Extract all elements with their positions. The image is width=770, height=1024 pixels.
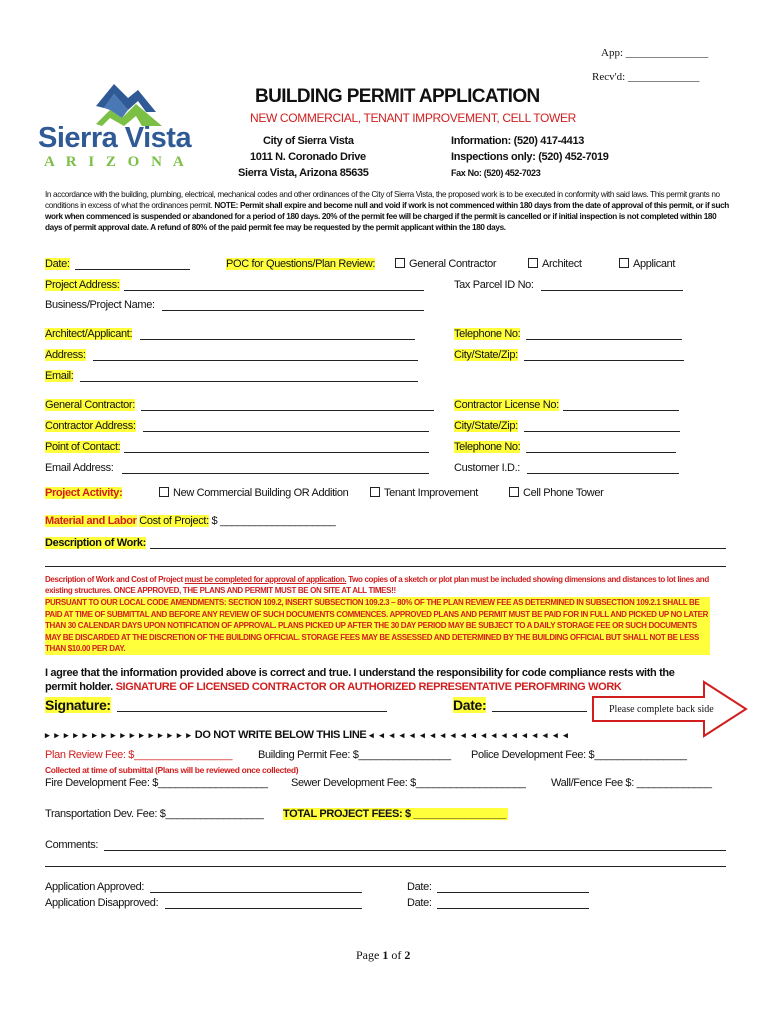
page-number xyxy=(356,948,410,963)
information-phone: Information: (520) 417-4413 xyxy=(451,135,584,147)
agreement-statement: I agree that the information provided above is correct and true. I understand the responsibility for code compliance rests with the permit holder. xyxy=(45,667,675,693)
point-of-contact-label: Point of Contact: xyxy=(45,441,121,453)
sierra-vista-logo xyxy=(38,74,208,174)
checkbox-icon[interactable] xyxy=(509,487,519,497)
complete-back-side-note: Please complete back side xyxy=(609,704,714,715)
description-label: Description of Work: xyxy=(45,537,146,549)
cost-of-project-label: Cost of Project: xyxy=(139,515,209,527)
logo-text: Sierra Vista xyxy=(38,122,192,154)
address-label: Address: xyxy=(45,349,86,361)
project-address-field[interactable] xyxy=(124,290,424,291)
page-prefix: Page xyxy=(356,948,383,962)
telephone-label: Telephone No: xyxy=(454,328,521,340)
email-address-label: Email Address: xyxy=(45,462,114,474)
email-address-field[interactable] xyxy=(122,473,429,474)
checkbox-icon[interactable] xyxy=(528,258,538,268)
customer-id-label: Customer I.D.: xyxy=(454,462,521,474)
general-contractor-label: General Contractor: xyxy=(45,399,135,411)
intro-note: NOTE: Permit shall expire and become null and void if work is not commenced within 180 days from the date of approval of this permit, or if such work when commenced is suspended or abandoned for a period of 180 days. 20% of the permit fee will be charged if the permit is cancelled or if initial inspection is not completed within 180 days of permit approval date. A refund of 80% of the paid permit fee may be requested by the permit applicant within the 180 days. xyxy=(45,201,729,232)
city-address-line1: 1011 N. Coronado Drive xyxy=(250,151,366,163)
poc-option-label: Applicant xyxy=(633,258,676,270)
activity-new-commercial-option[interactable] xyxy=(159,487,348,499)
email-label: Email: xyxy=(45,370,74,382)
notice-underline-text: must be completed for approval of application. xyxy=(184,575,347,584)
signature-label: Signature: xyxy=(45,697,111,713)
office-use-banner xyxy=(45,729,569,741)
intro-part1: In accordance with the building, plumbing, electrical, mechanical codes and other ordinances of the City of Sierra Vista, the proposed work is to be executed in conformity with said laws. This permit grants no conditions in excess of what the ordinances permit. xyxy=(45,190,720,210)
tax-parcel-field[interactable] xyxy=(541,290,683,291)
activity-option-label: Tenant Improvement xyxy=(384,487,478,499)
poc-option-label: General Contractor xyxy=(409,258,497,270)
activity-option-label: Cell Phone Tower xyxy=(523,487,604,499)
description-field-line2[interactable] xyxy=(45,566,726,567)
address-field[interactable] xyxy=(93,360,418,361)
poc-general-contractor-option[interactable] xyxy=(395,258,496,270)
comments-label: Comments: xyxy=(45,839,99,851)
approved-date-label: Date: xyxy=(407,881,432,893)
app-received-field[interactable]: App: _______________ xyxy=(601,47,709,59)
building-permit-fee-field[interactable]: Building Permit Fee: $________________ xyxy=(258,749,451,761)
architect-applicant-field[interactable] xyxy=(140,339,415,340)
checkbox-icon[interactable] xyxy=(370,487,380,497)
general-contractor-field[interactable] xyxy=(141,410,434,411)
disapproved-date-label: Date: xyxy=(407,897,432,909)
checkbox-icon[interactable] xyxy=(395,258,405,268)
application-approved-label: Application Approved: xyxy=(45,881,145,893)
poc-architect-option[interactable] xyxy=(528,258,582,270)
application-approved-field[interactable] xyxy=(150,892,362,893)
city-state-zip-label: City/State/Zip: xyxy=(454,349,518,361)
poc-option-label: Architect xyxy=(542,258,582,270)
city-name: City of Sierra Vista xyxy=(263,135,354,147)
cost-of-project-row xyxy=(45,515,335,527)
banner-arrows-right-icon: ◂ ◂ ◂ ◂ ◂ ◂ ◂ ◂ ◂ ◂ ◂ ◂ ◂ ◂ ◂ ◂ ◂ ◂ ◂ ◂ xyxy=(369,730,570,740)
poc-label: POC for Questions/Plan Review: xyxy=(226,258,376,270)
customer-id-field[interactable] xyxy=(527,473,679,474)
intro-paragraph xyxy=(45,189,730,233)
date-label: Date: xyxy=(45,258,70,270)
comments-field[interactable] xyxy=(104,850,726,851)
agreement-text xyxy=(45,666,685,694)
project-activity-label: Project Activity: xyxy=(45,487,123,499)
date-field[interactable] xyxy=(75,269,190,270)
tax-parcel-label: Tax Parcel ID No: xyxy=(454,279,534,291)
contractor-address-field[interactable] xyxy=(143,431,429,432)
page-title: BUILDING PERMIT APPLICATION xyxy=(255,86,540,107)
contractor-city-state-zip-field[interactable] xyxy=(524,431,680,432)
point-of-contact-field[interactable] xyxy=(124,452,429,453)
page-of: of xyxy=(388,948,405,962)
contractor-license-field[interactable] xyxy=(563,410,679,411)
transportation-fee-field[interactable]: Transportation Dev. Fee: $_________________ xyxy=(45,808,264,820)
received-date-field[interactable]: Recv'd: _____________ xyxy=(592,71,700,83)
activity-cell-tower-option[interactable] xyxy=(509,487,603,499)
inspections-phone: Inspections only: (520) 452-7019 xyxy=(451,151,609,163)
total-project-fees-field[interactable]: TOTAL PROJECT FEES: $ ________________ xyxy=(283,808,506,820)
current-page: 1 xyxy=(382,948,389,962)
fire-development-fee-field[interactable]: Fire Development Fee: $___________________ xyxy=(45,777,268,789)
activity-option-label: New Commercial Building OR Addition xyxy=(173,487,349,499)
signature-date-field[interactable] xyxy=(492,711,587,712)
signature-requirement: SIGNATURE OF LICENSED CONTRACTOR OR AUTHORIZED REPRESENTATIVE PEROFMRING WORK xyxy=(115,681,622,693)
contractor-telephone-label: Telephone No: xyxy=(454,441,521,453)
description-field[interactable] xyxy=(150,548,726,549)
city-address-line2: Sierra Vista, Arizona 85635 xyxy=(238,167,369,179)
checkbox-icon[interactable] xyxy=(159,487,169,497)
disapproved-date-field[interactable] xyxy=(437,908,589,909)
application-disapproved-label: Application Disapproved: xyxy=(45,897,159,909)
project-address-label: Project Address: xyxy=(45,279,120,291)
code-amendment-notice: PURSUANT TO OUR LOCAL CODE AMENDMENTS: SECTION 109.2, INSERT SUBSECTION 109.2.3 – 80% OF THE PLAN REVIEW FEE AS DETERMINED IN SUBSECTION 109.2.1 SHALL BE PAID AT TIME OF SUBMITTAL AND BEFORE ANY REVIEW OF SUCH DOCUMENTS COMMENCES. APPROVED PLANS AND PERMIT MUST BE PAID FOR IN FULL AND PICKED UP NO LATER THAN 30 CALENDAR DAYS UPON NOTIFICATION OF APPROVAL. PLANS PICKED UP AFTER THE 30 DAY PERIOD MAY BE SUBJECT TO A DAILY STORAGE FEE OR SUCH DOCUMENTS MAY BE DISCARDED AT THE DISCRETION OF THE BUILDING OFFICIAL. STORAGE FEES MAY BE ASSESSED AND DETERMINED BY THE BUILDING OFFICIAL BUT SHALL NOT BE LESS THAN $10.00 PER DAY. xyxy=(45,598,709,654)
signature-date-label: Date: xyxy=(453,697,487,713)
banner-text: DO NOT WRITE BELOW THIS LINE xyxy=(194,729,367,741)
signature-field[interactable] xyxy=(117,711,387,712)
activity-tenant-improvement-option[interactable] xyxy=(370,487,478,499)
fax-number: Fax No: (520) 452-7023 xyxy=(451,168,541,178)
architect-applicant-label: Architect/Applicant: xyxy=(45,328,133,340)
contractor-telephone-field[interactable] xyxy=(526,452,676,453)
application-disapproved-field[interactable] xyxy=(165,908,362,909)
contractor-city-state-zip-label: City/State/Zip: xyxy=(454,420,518,432)
business-name-field[interactable] xyxy=(162,310,424,311)
police-development-fee-field[interactable]: Police Development Fee: $________________ xyxy=(471,749,687,761)
page-subtitle: NEW COMMERCIAL, TENANT IMPROVEMENT, CELL TOWER xyxy=(250,111,576,125)
wall-fence-fee-field[interactable]: Wall/Fence Fee $: _____________ xyxy=(551,777,712,789)
contractor-license-label: Contractor License No: xyxy=(454,399,559,411)
cost-of-project-field[interactable]: $ ____________________ xyxy=(211,515,336,527)
notice-text-continued: Two copies of a sketch or plot plan must be included showing dimensions and distances to lot lines and existing structures. ONCE APPROVED, THE PLANS AND PERMIT MUST BE ON SITE AT ALL TIMES!! xyxy=(45,575,709,595)
sewer-development-fee-field[interactable]: Sewer Development Fee: $___________________ xyxy=(291,777,526,789)
total-pages: 2 xyxy=(404,948,411,962)
city-state-zip-field[interactable] xyxy=(524,360,684,361)
poc-applicant-option[interactable] xyxy=(619,258,675,270)
logo-state: A R I Z O N A xyxy=(44,154,188,170)
collected-note: Collected at time of submittal (Plans will be reviewed once collected) xyxy=(45,765,299,775)
business-name-label: Business/Project Name: xyxy=(45,299,155,311)
notice-text: Description of Work and Cost of Project xyxy=(45,575,185,584)
telephone-field[interactable] xyxy=(526,339,682,340)
email-field[interactable] xyxy=(80,381,418,382)
checkbox-icon[interactable] xyxy=(619,258,629,268)
approved-date-field[interactable] xyxy=(437,892,589,893)
contractor-address-label: Contractor Address: xyxy=(45,420,136,432)
material-labor-label: Material and Labor xyxy=(45,515,137,527)
comments-field-line2[interactable] xyxy=(45,866,726,867)
banner-arrows-left-icon: ▸ ▸ ▸ ▸ ▸ ▸ ▸ ▸ ▸ ▸ ▸ ▸ ▸ ▸ ▸ ▸ xyxy=(45,730,192,740)
plan-review-fee-field[interactable]: Plan Review Fee: $_________________ xyxy=(45,749,233,761)
submittal-notice xyxy=(45,574,710,596)
